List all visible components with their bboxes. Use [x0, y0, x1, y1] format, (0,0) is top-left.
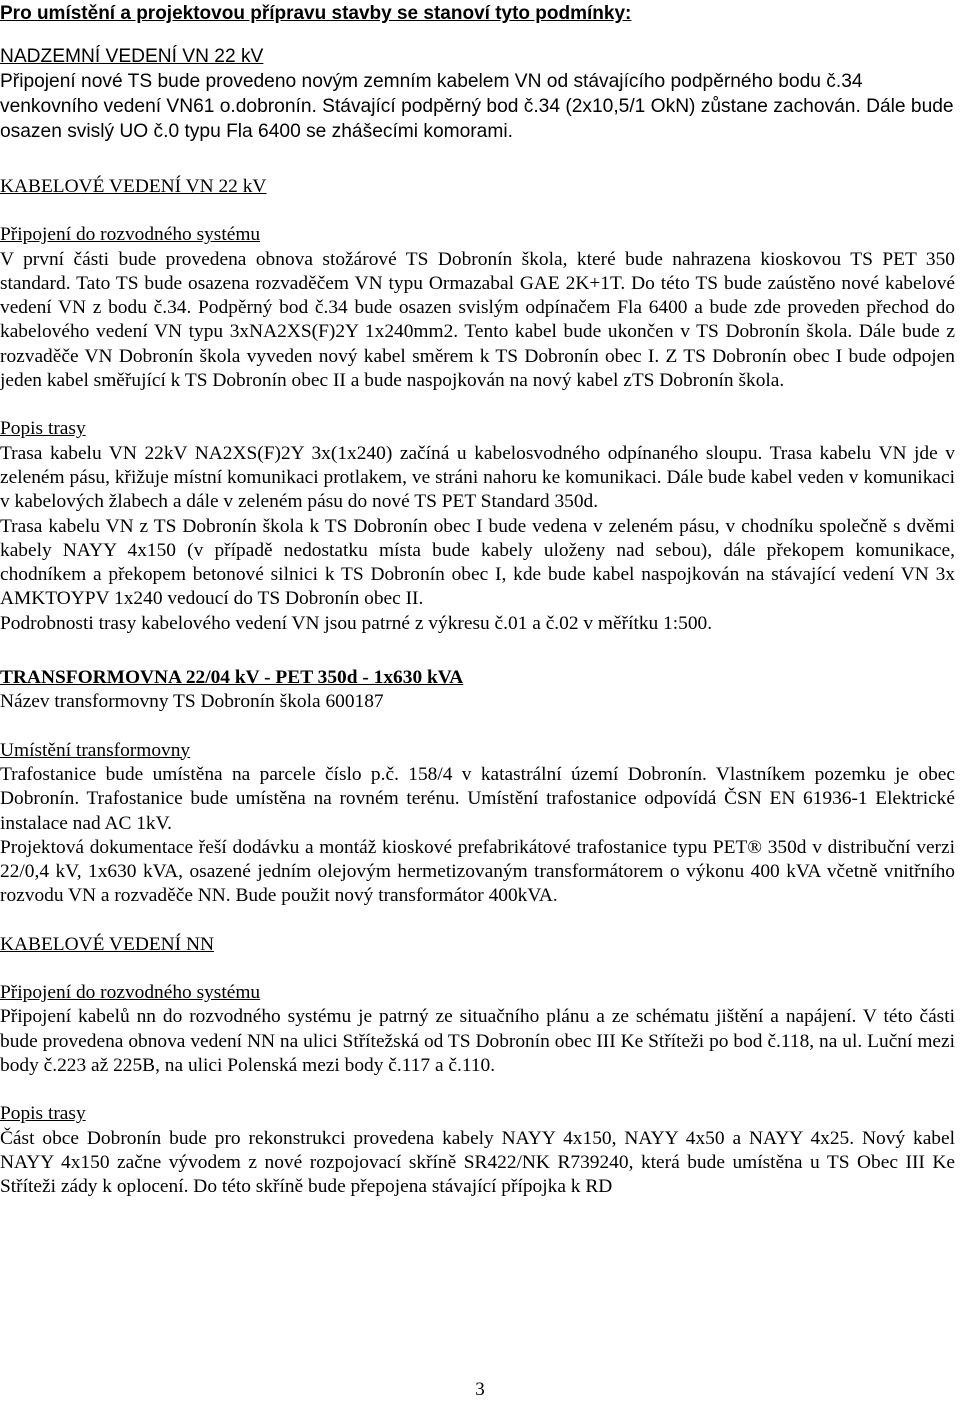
page-number: 3 [475, 1379, 485, 1400]
cable-vn-connection-heading: Připojení do rozvodného systému [0, 224, 261, 246]
cable-vn-route-paragraph-1: Trasa kabelu VN 22kV NA2XS(F)2Y 3x(1x240) začíná u kabelosvodného odpínaného sloupu. Trasa kabelu VN jde v zeleném pásu, křižuje místní komunikaci protlakem, ve stráni nahoru ke komunikaci. Dále bude kabel veden v komunikaci v kabelových žlabech a dále v zeleném pásu do nové TS PET Standard 350d. [0, 442, 955, 513]
cable-vn-route-paragraph-3: Podrobnosti trasy kabelového vedení VN jsou patrné z výkresu č.01 a č.02 v měřítku 1:500. [0, 612, 713, 634]
transformer-placement-paragraph-1: Trafostanice bude umístěna na parcele číslo p.č. 158/4 v katastrální území Dobronín. Vlastníkem pozemku je obec Dobronín. Trafostanice bude umístěna na rovném terénu. Umístění trafostanice odpovídá ČSN EN 61936-1 Elektrické instalace nad AC 1kV. [0, 763, 955, 834]
cable-vn-route-heading: Popis trasy [0, 418, 86, 440]
transformer-placement-heading: Umístění transformovny [0, 739, 191, 761]
cable-nn-connection-text: Připojení kabelů nn do rozvodného systému je patrný ze situačního plánu a ze schématu jištění a napájení. V této části bude provedena obnova vedení NN na ulici Střítežská od TS Dobronín obec III Ke Stříteži po bod č.118, na ul. Luční mezi body č.223 až 225B, na ulici Polenská mezi body č.117 a č.110. [0, 1006, 955, 1076]
cable-nn-route-text: Část obce Dobronín bude pro rekonstrukci provedena kabely NAYY 4x150, NAYY 4x50 a NAYY 4x25. Nový kabel NAYY 4x150 začne vývodem z nové rozpojovací skříně SR422/NK R739240, která bude umístěna u TS Obec III Ke Stříteži zády k oplocení. Do této skříně bude přepojena stávající přípojka k RD [0, 1127, 955, 1198]
page-title: Pro umístění a projektovou přípravu stavby se stanoví tyto podmínky: [0, 3, 632, 24]
transformer-name-line: Název transformovny TS Dobronín škola 600187 [0, 691, 384, 713]
cable-vn-heading: KABELOVÉ VEDENÍ VN 22 kV [0, 176, 267, 197]
overhead-text: Připojení nové TS bude provedeno novým zemním kabelem VN od stávajícího podpěrného bodu č.34 venkovního vedení VN61 o.dobronín. Stávající podpěrný bod č.34 (2x10,5/1 OkN) zůstane zachován. Dále bude osazen svislý UO č.0 typu Fla 6400 se zhášecími komorami. [0, 71, 954, 142]
document-body [0, 175, 955, 1199]
transformer-heading: TRANSFORMOVNA 22/04 kV - PET 350d - 1x630 kVA [0, 667, 464, 689]
overhead-heading: NADZEMNÍ VEDENÍ VN 22 kV [0, 46, 264, 67]
transformer-placement-paragraph-2: Projektová dokumentace řeší dodávku a montáž kioskové prefabrikátové trafostanice typu PET® 350d v distribuční verzi 22/0,4 kV, 1x630 kVA, osazené jedním olejovým hermetizovaným transformátorem o výkonu 400 kVA včetně vnitřního rozvodu VN a rozvaděče NN. Bude použit nový transformátor 400kVA. [0, 836, 955, 907]
cable-nn-heading: KABELOVÉ VEDENÍ NN [0, 933, 214, 955]
cable-vn-route-paragraph-2: Trasa kabelu VN z TS Dobronín škola k TS Dobronín obec I bude vedena v zeleném pásu, v chodníku společně s dvěmi kabely NAYY 4x150 (v případě nedostatku místa bude kabely uloženy nad sebou), dále překopem komunikace, chodníkem a překopem betonové silnici k TS Dobronín obec I, kde bude kabel naspojkován na stávající vedení VN 3x AMKTOYPV 1x240 vedoucí do TS Dobronín obec II. [0, 515, 955, 610]
cable-vn-connection-text: V první části bude provedena obnova stožárové TS Dobronín škola, které bude nahrazena kioskovou TS PET 350 standard. Tato TS bude osazena rozvaděčem VN typu Ormazabal GAE 2K+1T. Do této TS bude zaústěno nové kabelové vedení VN z bodu č.34. Podpěrný bod č.34 bude osazen svislým odpínačem Fla 6400 a bude zde proveden přechod do kabelového vedení VN typu 3xNA2XS(F)2Y 1x240mm2. Tento kabel bude ukončen v TS Dobronín škola. Dále bude z rozvaděče VN Dobronín škola vyveden nový kabel směrem k TS Dobronín obec I. Z TS Dobronín obec I bude odpojen jeden kabel směřující k TS Dobronín obec II a bude naspojkován na nový kabel zTS Dobronín škola. [0, 248, 955, 392]
cable-nn-route-heading: Popis trasy [0, 1103, 86, 1125]
overhead-line-section [0, 44, 955, 144]
cable-nn-connection-heading: Připojení do rozvodného systému [0, 982, 261, 1004]
